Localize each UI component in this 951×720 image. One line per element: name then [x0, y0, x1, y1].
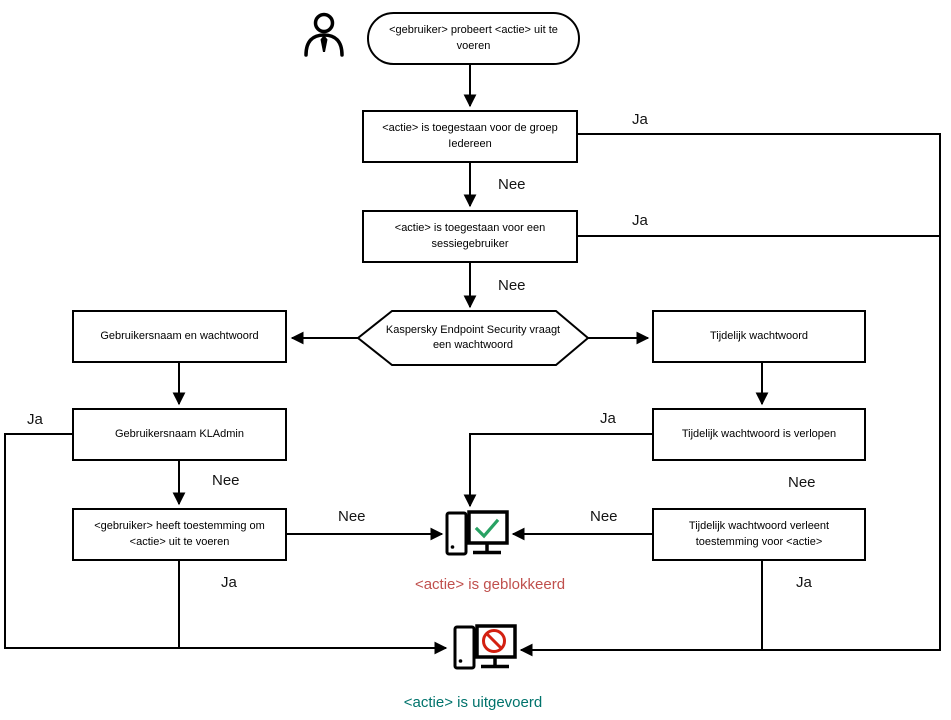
node-password-prompt: Kaspersky Endpoint Security vraagt een wachtwoord [385, 323, 561, 351]
node-username-password: Gebruikersnaam en wachtwoord [72, 310, 287, 363]
node-start: <gebruiker> probeert <actie> uit te voeren [367, 12, 580, 65]
edge-label-ja-expired: Ja [600, 410, 616, 427]
person-icon [306, 15, 342, 56]
computer-prohibited-icon [455, 626, 515, 668]
node-session-allowed: <actie> is toegestaan voor een sessiegebruiker [362, 210, 578, 263]
computer-tower [447, 513, 466, 554]
edge-label-ja-group: Ja [632, 111, 648, 128]
connector-ja-rail-right [521, 134, 940, 650]
edge-label-ja-grants: Ja [796, 574, 812, 591]
node-user-has-permission: <gebruiker> heeft toestemming om <actie> uit te voeren [72, 508, 287, 561]
node-group-allowed: <actie> is toegestaan voor de groep Iedereen [362, 110, 578, 163]
edge-label-ja-permission: Ja [221, 574, 237, 591]
status-executed-label: <actie> is uitgevoerd [403, 694, 543, 711]
computer-tower [455, 627, 474, 668]
edge-label-nee-kladmin: Nee [212, 472, 240, 489]
status-blocked-label: <actie> is geblokkeerd [414, 576, 566, 593]
node-temporary-password: Tijdelijk wachtwoord [652, 310, 866, 363]
node-temp-password-grants: Tijdelijk wachtwoord verleent toestemming voor <actie> [652, 508, 866, 561]
edge-label-nee-session: Nee [498, 277, 526, 294]
edge-label-ja-session: Ja [632, 212, 648, 229]
computer-monitor [469, 512, 507, 543]
node-username-kladmin: Gebruikersnaam KLAdmin [72, 408, 287, 461]
edge-label-ja-kladmin: Ja [27, 411, 43, 428]
connector-expired-ja-to-blocked [470, 434, 652, 506]
edge-label-nee-grants: Nee [590, 508, 618, 525]
edge-label-nee-permission: Nee [338, 508, 366, 525]
computer-check-icon [447, 512, 507, 554]
edge-label-nee-expired: Nee [788, 474, 816, 491]
edge-label-nee-group: Nee [498, 176, 526, 193]
node-temp-password-expired: Tijdelijk wachtwoord is verlopen [652, 408, 866, 461]
